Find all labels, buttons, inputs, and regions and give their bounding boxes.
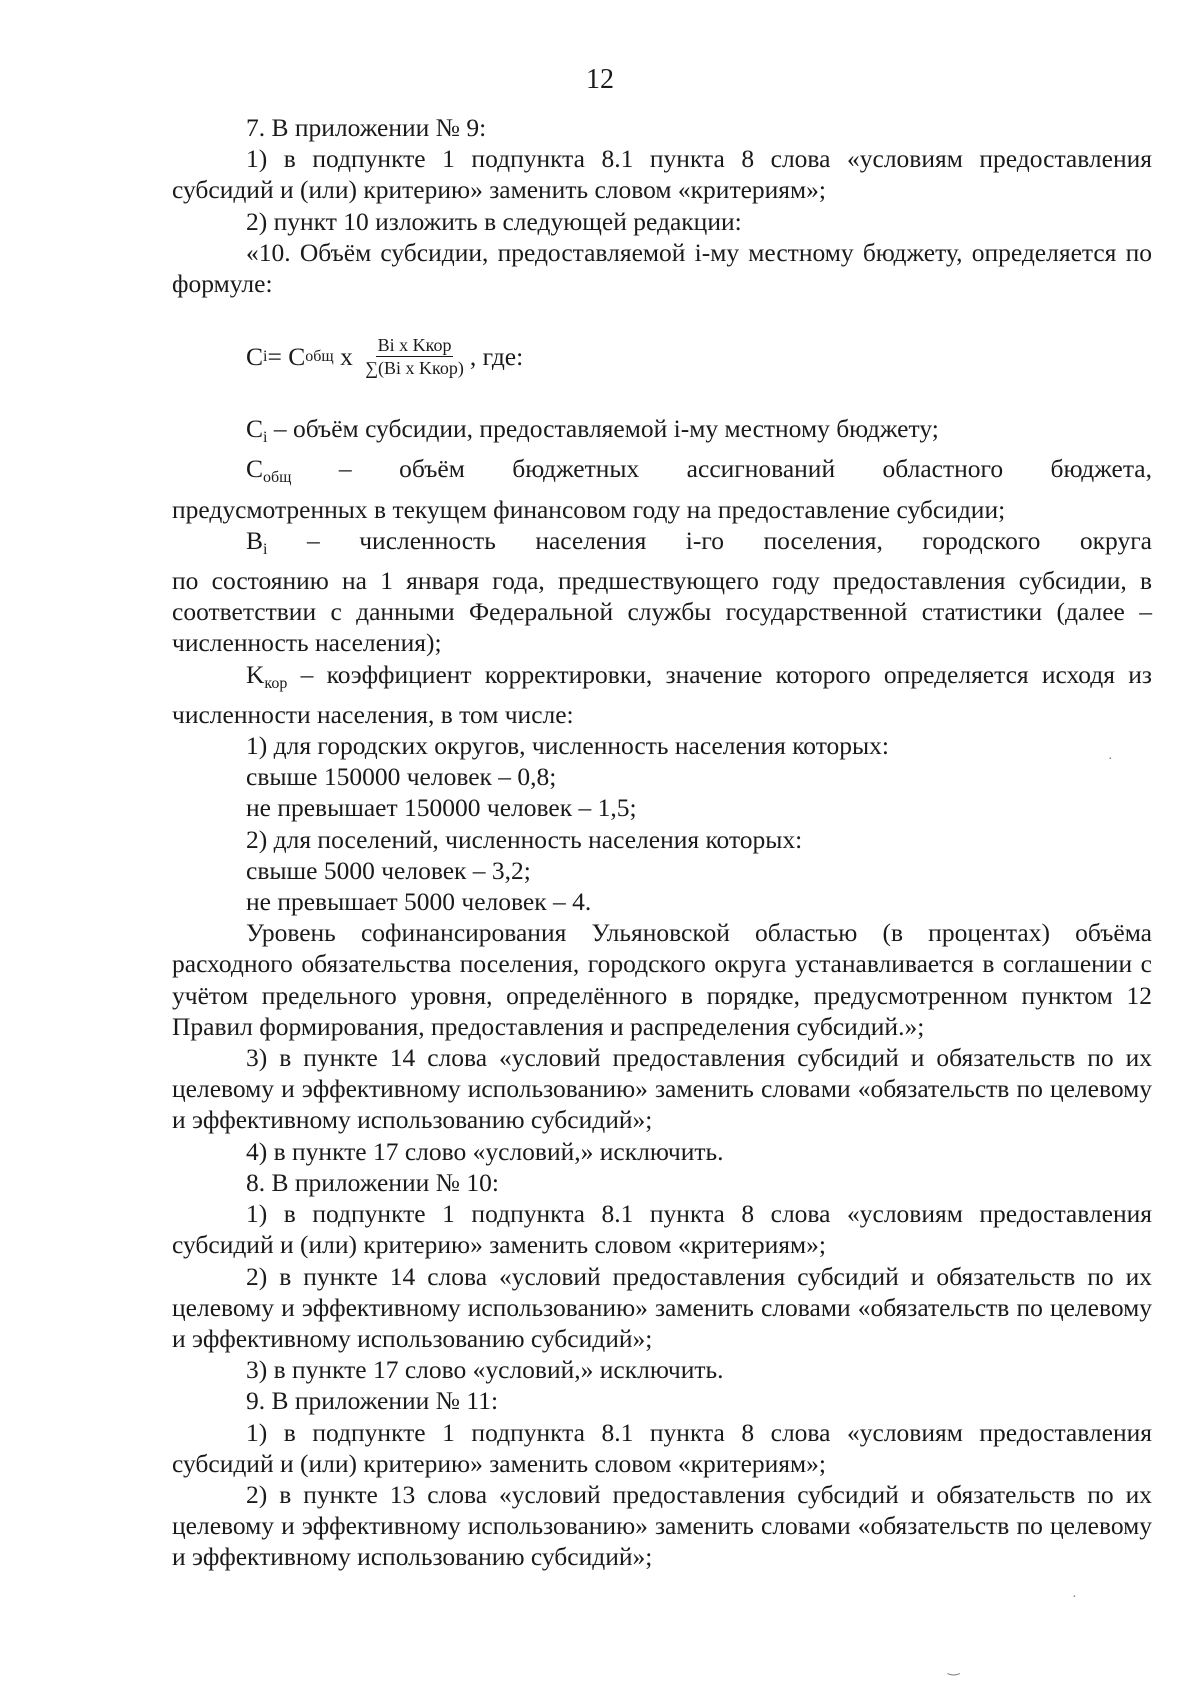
formula-denominator: ∑(Bi x Kкор) — [365, 357, 464, 378]
list-item: не превышает 150000 человек – 1,5; — [246, 793, 637, 823]
paragraph: 1) в подпункте 1 подпункта 8.1 пункта 8 слова «условиям предоставления субсидий и (или) критерию» заменить словом «критериям»; — [172, 1199, 1152, 1260]
formula-c-sub: общ — [305, 347, 334, 365]
definition-kkor: $K_{кор}$ – коэффициент корректировки, значение которого определяется исходя из численности населения, в том числе: — [172, 659, 1152, 729]
list-item: свыше 5000 человек – 3,2; — [246, 855, 531, 885]
paragraph: 2) в пункте 14 слова «условий предоставления субсидий и обязательств по их целевому и эффективному использованию» заменить словами «обязательств по целевому и эффективному использованию субсидий»; — [172, 1261, 1152, 1353]
list-item: не превышает 5000 человек – 4. — [246, 887, 592, 917]
list-item: свыше 150000 человек – 0,8; — [246, 762, 557, 792]
page-number: 12 — [586, 64, 614, 95]
formula-lhs-sub: i — [263, 347, 268, 365]
paragraph: 4) в пункте 17 слово «условий,» исключить. — [246, 1136, 724, 1166]
definition-bi-cont: по состоянию на 1 января года, предшествующего году предоставления субсидии, в соответствии с данными Федеральной службы государственной статистики (далее – численность населения); — [172, 566, 1152, 658]
formula-eq: = C — [267, 341, 306, 371]
list-item: 2) для поселений, численность населения которых: — [246, 824, 803, 854]
formula-lhs: C — [246, 341, 264, 371]
formula-times: x — [333, 341, 360, 371]
list-item: 1) для городских округов, численность населения которых: — [246, 731, 889, 761]
paragraph: «10. Объём субсидии, предоставляемой i-му местному бюджету, определяется по формуле: — [172, 237, 1152, 299]
scan-speck: ‿ — [948, 1661, 960, 1676]
document-body — [172, 112, 1152, 1573]
formula-fraction — [363, 334, 466, 379]
formula-after: , где: — [469, 341, 524, 371]
definition-cobsh: $C_{общ}$ – объём бюджетных ассигнований областного бюджета, — [246, 454, 1152, 487]
section-7-heading: 7. В приложении № 9: — [246, 113, 487, 142]
paragraph: 1) в подпункте 1 подпункта 8.1 пункта 8 слова «условиям предоставления субсидий и (или) критерию» заменить словом «критериям»; — [172, 144, 1152, 205]
paragraph: 3) в пункте 14 слова «условий предоставления субсидий и обязательств по их целевому и эффективному использованию» заменить словами «обязательств по целевому и эффективному использованию субсидий»; — [172, 1043, 1152, 1135]
scan-speck: · — [1108, 752, 1113, 767]
paragraph: 3) в пункте 17 слово «условий,» исключить. — [246, 1355, 724, 1385]
scan-speck: · — [1072, 1590, 1077, 1605]
definition-cobsh-cont: предусмотренных в текущем финансовом году на предоставление субсидии; — [172, 494, 1006, 524]
formula-numerator: Bi x Kкор — [377, 334, 452, 355]
paragraph: 2) пункт 10 изложить в следующей редакции: — [246, 206, 742, 236]
section-9-heading: 9. В приложении № 11: — [246, 1386, 499, 1416]
definition-ci: $C_i$ – объём субсидии, предоставляемой i-му местному бюджету; — [246, 414, 939, 447]
definition-bi: $B_i$ – численность населения i-го поселения, городского округа — [246, 525, 1152, 558]
paragraph-cofinancing: Уровень софинансирования Ульяновской областью (в процентах) объёма расходного обязательства поселения, городского округа устанавливается в соглашении с учётом предельного уровня, определённого в порядке, предусмотренном пунктом 12 Правил формирования, предоставления и распределения субсидий.»; — [172, 918, 1152, 1041]
section-8-heading: 8. В приложении № 10: — [246, 1167, 499, 1197]
paragraph: 1) в подпункте 1 подпункта 8.1 пункта 8 слова «условиям предоставления субсидий и (или) критерию» заменить словом «критериям»; — [172, 1417, 1152, 1478]
paragraph: 2) в пункте 13 слова «условий предоставления субсидий и обязательств по их целевому и эффективному использованию» заменить словами «обязательств по целевому и эффективному использованию субсидий»; — [172, 1479, 1152, 1572]
formula — [172, 299, 1152, 413]
